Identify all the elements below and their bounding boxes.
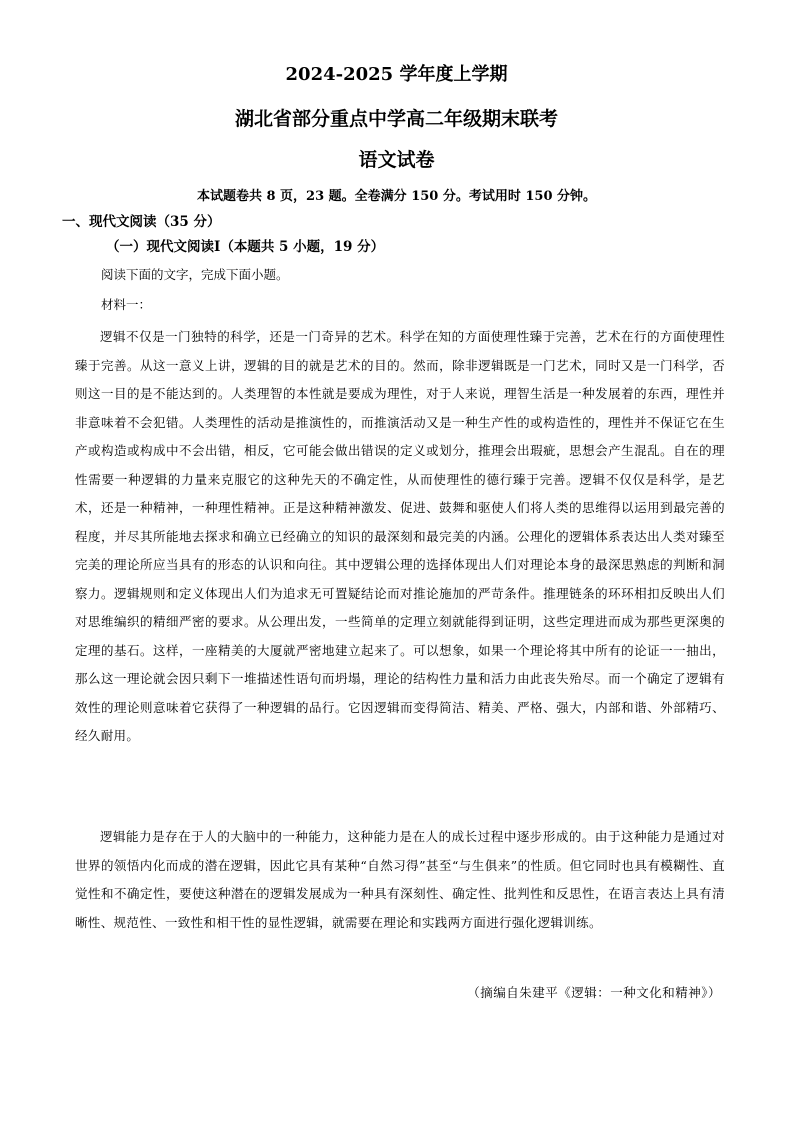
reading-instruction: 阅读下面的文字，完成下面小题。 [101,267,289,282]
exam-name-title: 湖北省部分重点中学高二年级期末联考 [234,108,558,130]
subsection-heading: （一）现代文阅读Ⅰ（本题共 5 小题，19 分） [106,239,385,255]
section-heading: 一、现代文阅读（35 分） [62,214,221,230]
passage-paragraph-1: 逻辑不仅是一门独特的科学，还是一门奇异的艺术。科学在知的方面使理性臻于完善，艺术在行的方面使理性臻于完善。从这一意义上讲，逻辑的目的就是艺术的目的。然而，除非逻辑既是一门艺术，同时又是一门科学，否则这一目的是不能达到的。人类理智的本性就是要成为理性，对于人来说，理智生活是一种发展着的东西，理性并非意味着不会犯错。人类理性的活动是推演性的，而推演活动又是一种生产性的或构造性的，理性并不保证它在生产或构造或构成中不会出错，相反，它可能会做出错误的定义或划分，推理会出瑕疵，思想会产生混乱。自在的理性需要一种逻辑的力量来克服它的这种先天的不确定性，从而使理性的德行臻于完善。逻辑不仅仅是科学，是艺术，还是一种精神，一种理性精神。正是这种精神激发、促进、鼓舞和驱使人们将人类的思维得以运用到最完善的程度，并尽其所能地去探求和确立已经确立的知识的最深刻和最完美的内涵。公理化的逻辑体系表达出人类对臻至完美的理论所应当具有的形态的认识和向往。其中逻辑公理的选择体现出人们对理论本身的最深思熟虑的判断和洞察力。逻辑规则和定义体现出人们为追求无可置疑结论而对推论施加的严苛条件。推理链条的环环相扣反映出人们对思维编织的精细严密的要求。从公理出发，一些简单的定理立刻就能得到证明，这些定理进而成为那些更深奥的定理的基石。这样，一座精美的大厦就严密地建立起来了。可以想象，如果一个理论将其中所有的论证一一抽出，那么这一理论就会因只剩下一堆描述性语句而坍塌，理论的结构性力量和活力由此丧失殆尽。而一个确定了逻辑有效性的理论则意味着它获得了一种逻辑的品行。它因逻辑而变得简洁、精美、严格、强大，内部和谐、外部精巧、经久耐用。 [75,329,725,743]
exam-info: 本试题卷共 8 页，23 题。全卷满分 150 分。考试用时 150 分钟。 [196,189,597,204]
passage-paragraph-2: 逻辑能力是存在于人的大脑中的一种能力，这种能力是在人的成长过程中逐步形成的。由于这种能力是通过对世界的领悟内化而成的潜在逻辑，因此它具有某种“自然习得”甚至“与生俱来”的性质。但它同时也具有模糊性、直觉性和不确定性，要使这种潜在的逻辑发展成为一种具有深刻性、确定性、批判性和反思性，在语言表达上具有清晰性、规范性、一致性和相干性的显性逻辑，就需要在理论和实践两方面进行强化逻辑训练。 [75,829,725,930]
source-citation: （摘编自朱建平《逻辑：一种文化和精神》） [467,985,721,1000]
school-year-title: 2024-2025 学年度上学期 [285,64,508,85]
material-label: 材料一： [101,297,152,312]
subject-title: 语文试卷 [358,149,435,171]
